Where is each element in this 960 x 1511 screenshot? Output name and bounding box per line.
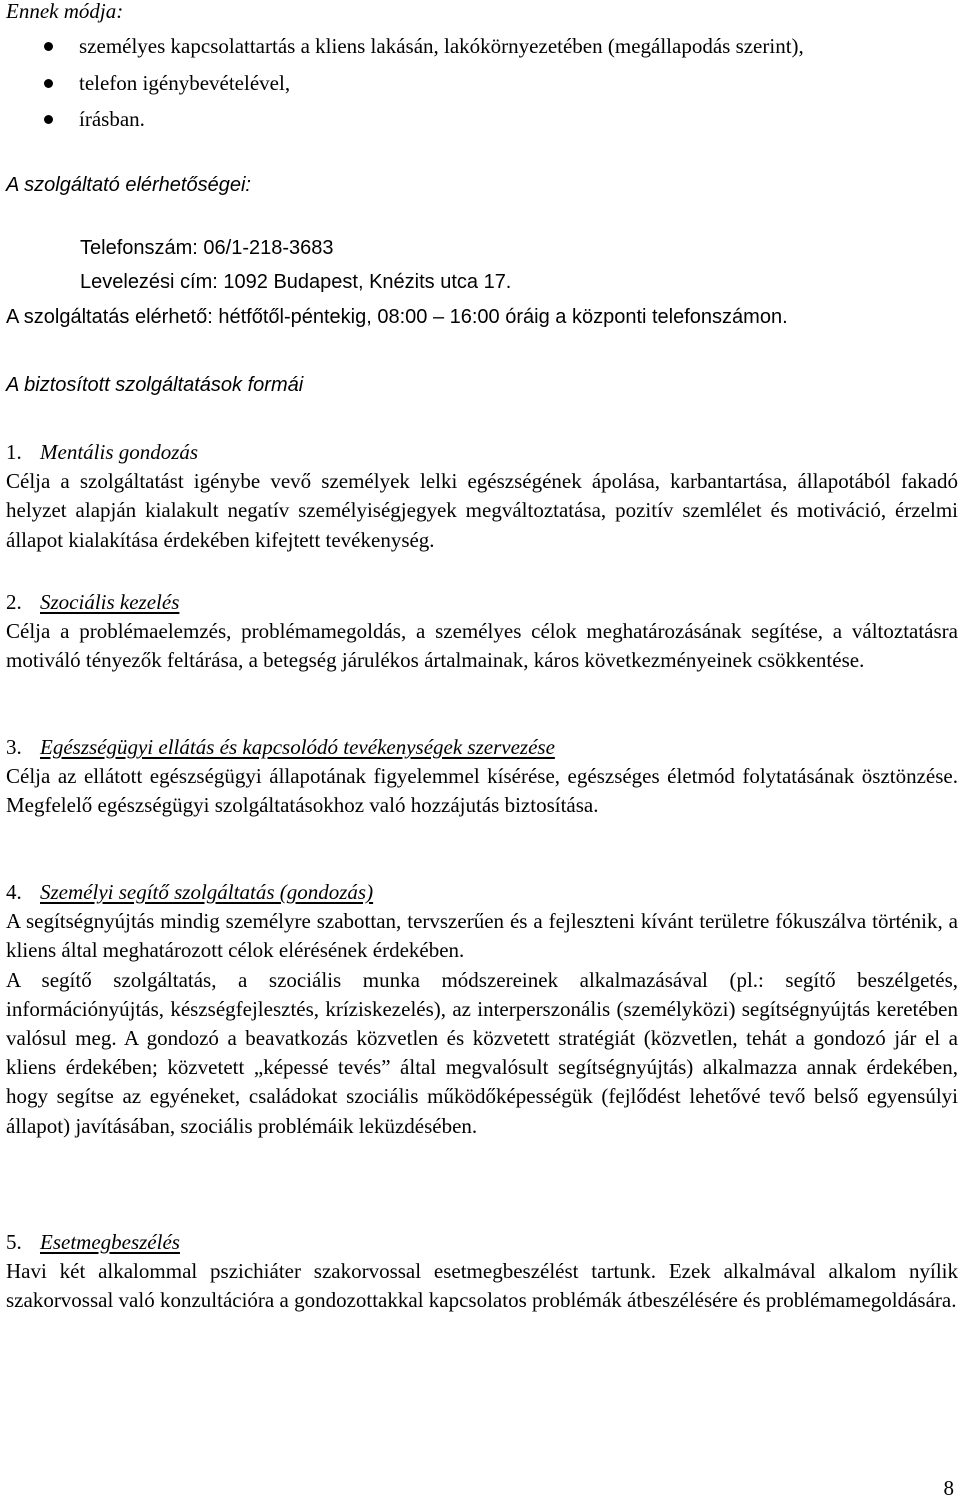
list-item: személyes kapcsolattartás a kliens lakásán, lakókörnyezetében (megállapodás szerint), — [6, 28, 958, 65]
service-1 — [6, 438, 958, 555]
bullet-icon — [44, 115, 53, 124]
contact-methods-list — [6, 28, 958, 138]
section-title: Mentális gondozás — [40, 440, 199, 464]
section-title: Szociális kezelés — [40, 590, 180, 614]
bullet-icon — [44, 42, 53, 51]
section-heading: 5. Esetmegbeszélés — [6, 1230, 180, 1254]
service-5 — [6, 1228, 958, 1316]
availability-text: A szolgáltatás elérhető: hétfőtől-péntekig, 08:00 – 16:00 óráig a központi telefonszámon. — [6, 306, 788, 328]
list-item: írásban. — [6, 101, 958, 138]
section-body: Célja a problémaelemzés, problémamegoldás, a személyes célok meghatározásának segítése, a változtatásra motiváló tényezők feltárása, a betegség járulékos ártalmainak, káros következményeinek csökkentése. — [6, 619, 958, 673]
service-4 — [6, 878, 958, 1141]
services-heading: A biztosított szolgáltatások formái — [6, 374, 304, 396]
section-body: Célja az ellátott egészségügyi állapotának figyelemmel kísérése, egészséges életmód folytatásának ösztönzése. Megfelelő egészségügyi szolgáltatásokhoz való hozzájutás biztosítása. — [6, 764, 958, 818]
section-title: Személyi segítő szolgáltatás (gondozás) — [40, 880, 374, 904]
section-body: Célja a szolgáltatást igénybe vevő személyek lelki egészségének ápolása, karbantartása, állapotából fakadó helyzet alapján kialakult negatív személyiségjegyek megváltoztatása, pozitív szemlélet és motiváció, érzelmi állapot kialakítása érdekében kifejtett tevékenység. — [6, 469, 958, 552]
section-body: A segítő szolgáltatás, a szociális munka módszereinek alkalmazásával (pl.: segítő beszélgetés, információnyújtás, készségfejlesztés, kríziskezelés), az interperszonális (személyközi) segítségnyújtás keretében valósul meg. A gondozó a beavatkozás közvetlen és közvetett stratégiát (közvetlen, tehát a gondozó jár el a kliens érdekében; közvetett „képessé tevés” által megvalósult segítségnyújtás) alkalmazza annak érdekében, hogy segítse az egyéneket, családokat szociális működőképességük (fejlődést lehetővé tevő belső egyensúlyi állapot) javításában, szociális problémáik leküzdésében. — [6, 967, 958, 1138]
section-body: Havi két alkalommal pszichiáter szakorvossal esetmegbeszélést tartunk. Ezek alkalmával alkalom nyílik szakorvossal való konzultációra a gondozottakkal kapcsolatos problémák átbeszélésére és problémamegoldására. — [6, 1259, 958, 1313]
phone-number: Telefonszám: 06/1-218-3683 — [80, 237, 334, 259]
section-title: Esetmegbeszélés — [40, 1230, 180, 1254]
bullet-icon — [44, 79, 53, 88]
service-3 — [6, 733, 958, 821]
page-number: 8 — [943, 1476, 954, 1500]
list-item: telefon igénybevételével, — [6, 65, 958, 102]
contacts-heading: A szolgáltató elérhetőségei: — [6, 174, 251, 196]
section-heading: 4. Személyi segítő szolgáltatás (gondozás) — [6, 880, 374, 904]
service-2 — [6, 588, 958, 676]
section-heading: 3. Egészségügyi ellátás és kapcsolódó tevékenységek szervezése — [6, 735, 555, 759]
section-heading: 2. Szociális kezelés — [6, 590, 180, 614]
postal-address: Levelezési cím: 1092 Budapest, Knézits utca 17. — [80, 271, 512, 293]
section-body: A segítségnyújtás mindig személyre szabottan, tervszerűen és a fejleszteni kívánt területre fókuszálva történik, a kliens által meghatározott célok elérésének érdekében. — [6, 909, 958, 963]
intro-heading: Ennek módja: — [6, 0, 124, 23]
section-title: Egészségügyi ellátás és kapcsolódó tevékenységek szervezése — [40, 735, 555, 759]
section-heading: 1. Mentális gondozás — [6, 440, 199, 464]
